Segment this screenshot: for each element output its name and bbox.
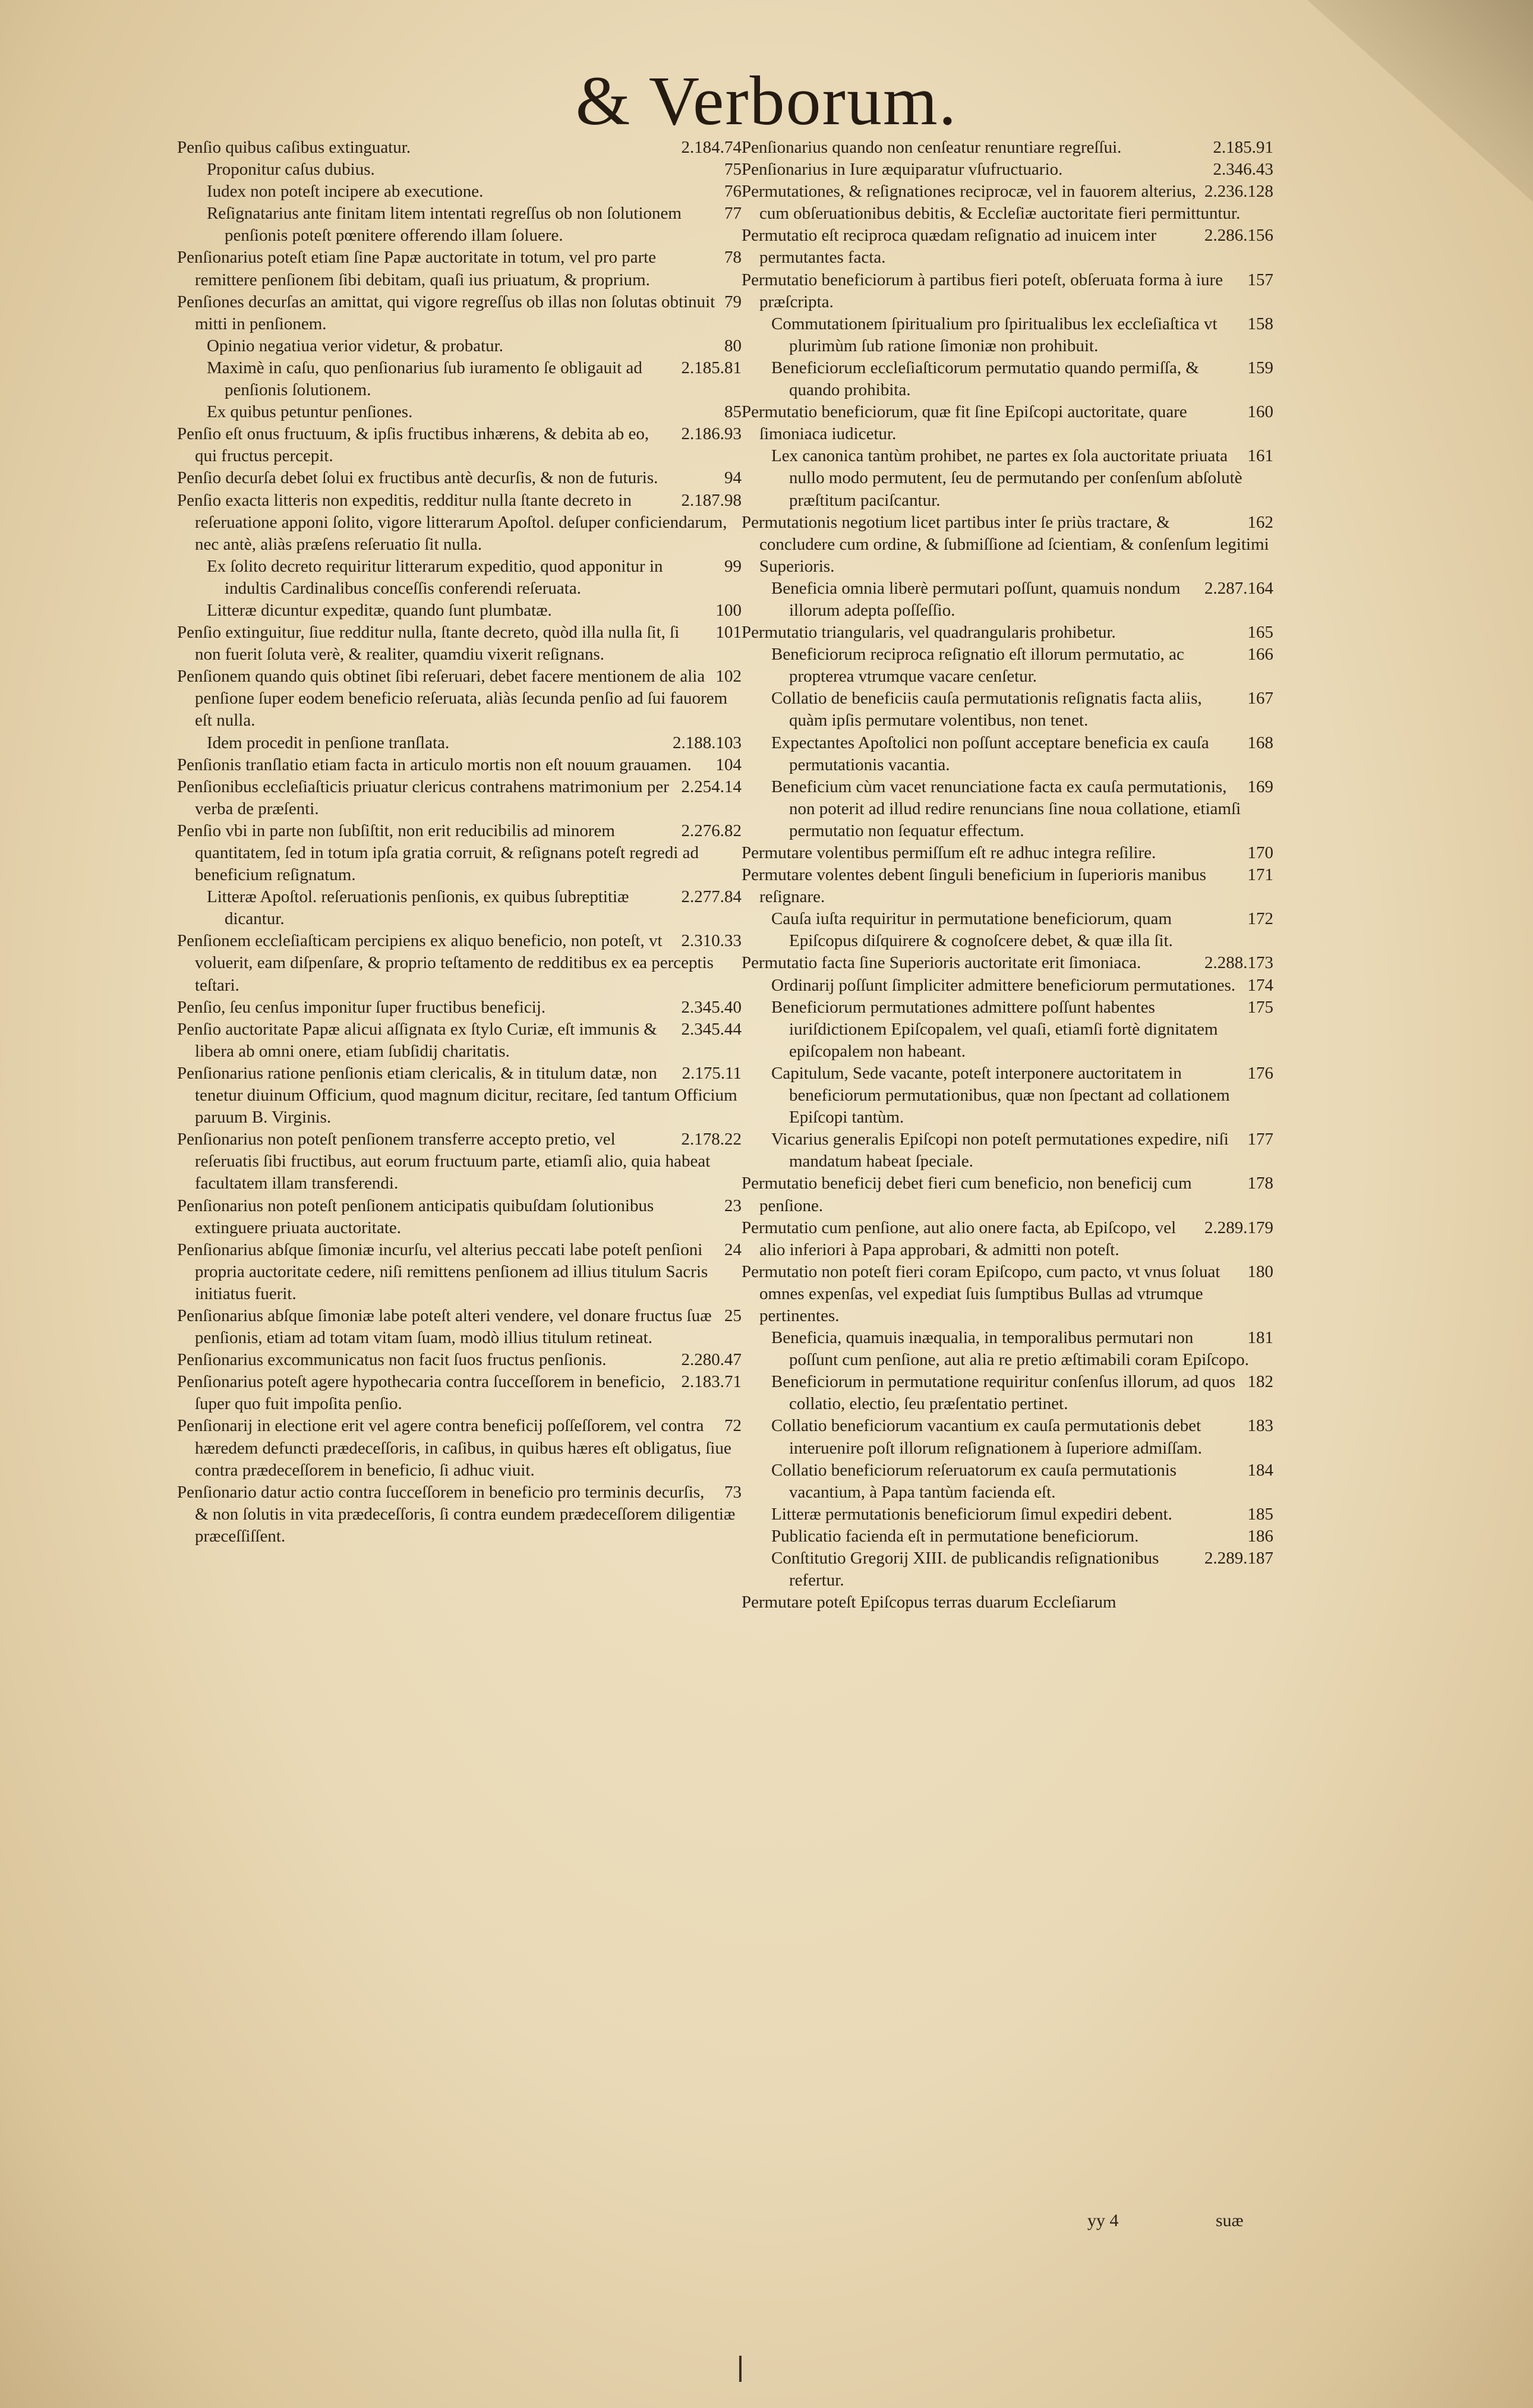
- entry-reference: 23: [724, 1196, 742, 1215]
- entry-reference: 79: [724, 292, 742, 311]
- entry-text: Beneficia omnia liberè permutari poſſunt, quamuis nondum illorum adepta poſſeſſio.: [771, 578, 1181, 620]
- entry-reference: 2.175.11: [682, 1063, 742, 1083]
- entry-reference: 78: [724, 248, 742, 267]
- entry-reference: 104: [715, 755, 742, 774]
- index-entry: [177, 600, 742, 622]
- index-entry: [742, 688, 1273, 732]
- entry-text: Proponitur caſus dubius.: [207, 160, 375, 179]
- index-entry: [742, 1371, 1273, 1415]
- entry-text: Collatio beneficiorum reſeruatorum ex cauſa permutationis vacantium, à Papa tantùm facienda eſt.: [771, 1460, 1177, 1502]
- entry-reference: 180: [1247, 1262, 1273, 1281]
- index-entry: [742, 864, 1273, 908]
- entry-reference: 157: [1247, 270, 1273, 289]
- index-entry: [177, 886, 742, 930]
- entry-text: Capitulum, Sede vacante, poteſt interponere auctoritatem in beneficiorum permutationibus, quæ non ſpectant ad collationem Epiſcopi tantùm.: [771, 1063, 1230, 1127]
- page-heading: & Verborum.: [575, 62, 958, 140]
- index-entry: [742, 1415, 1273, 1459]
- entry-reference: 176: [1247, 1063, 1273, 1083]
- entry-text: Penſionario datur actio contra ſucceſſorem in beneficio pro terminis decurſis, & non ſolutis in vita prædeceſſoris, ſi contra eundem prædeceſſorem diligentiæ præceſſiſſent.: [177, 1482, 736, 1546]
- index-entry: [742, 1460, 1273, 1504]
- entry-reference: 160: [1247, 402, 1273, 422]
- entry-text: Permutatio eſt reciproca quædam reſignatio ad inuicem inter permutantes facta.: [742, 226, 1157, 267]
- index-entry: [742, 181, 1273, 225]
- index-entry: [177, 467, 742, 489]
- entry-text: Litteræ permutationis beneficiorum ſimul expediri debent.: [771, 1504, 1172, 1524]
- entry-text: Permutatio facta ſine Superioris auctoritate erit ſimoniaca.: [742, 953, 1141, 973]
- index-entry: [177, 1239, 742, 1305]
- entry-reference: 2.178.22: [681, 1130, 742, 1149]
- index-entry: [177, 137, 742, 159]
- entry-text: Penſionarij in electione erit vel agere contra beneficij poſſeſſorem, vel contra hæredem defuncti prædeceſſoris, in caſibus, in quibus hæres eſt obligatus, ſiue contra prædeceſſorem in beneficio, ſi adhuc viuit.: [177, 1416, 731, 1480]
- index-entry: [177, 490, 742, 556]
- entry-text: Permutatio beneficiorum, quæ fit ſine Epiſcopi auctoritate, quare ſimoniaca iudicetur.: [742, 402, 1187, 444]
- entry-reference: 72: [724, 1416, 742, 1436]
- index-entry: [742, 732, 1273, 776]
- entry-reference: 166: [1247, 645, 1273, 664]
- entry-text: Penſio decurſa debet ſolui ex fructibus antè decurſis, & non de futuris.: [177, 468, 658, 488]
- entry-reference: 2.345.40: [681, 997, 742, 1017]
- index-entry: [742, 997, 1273, 1063]
- entry-text: Permutationis negotium licet partibus inter ſe priùs tractare, & concludere cum ordine, & ſubmiſſione ad ſcientiam, & conſenſum legitimi Superioris.: [742, 512, 1269, 576]
- entry-reference: 2.286.156: [1204, 226, 1273, 245]
- index-entry: [177, 666, 742, 732]
- entry-text: Conſtitutio Gregorij XIII. de publicandis reſignationibus refertur.: [771, 1549, 1159, 1590]
- entry-text: Permutatio cum penſione, aut alio onere facta, ab Epiſcopo, vel alio inferiori à Papa approbari, & admitti non poteſt.: [742, 1218, 1176, 1259]
- entry-reference: 2.277.84: [681, 887, 742, 907]
- entry-reference: 174: [1247, 975, 1273, 995]
- entry-reference: 2.185.81: [681, 358, 742, 377]
- index-entry: [742, 1591, 1273, 1613]
- right-index-column: [742, 137, 1273, 1613]
- entry-reference: 175: [1247, 997, 1273, 1017]
- entry-text: Permutatio beneficij debet fieri cum beneficio, non beneficij cum penſione.: [742, 1174, 1192, 1215]
- entry-reference: 2.289.187: [1204, 1549, 1273, 1568]
- entry-reference: 183: [1247, 1416, 1273, 1436]
- entry-reference: 2.288.173: [1204, 953, 1273, 973]
- entry-reference: 2.254.14: [681, 777, 742, 796]
- entry-reference: 161: [1247, 446, 1273, 466]
- index-entry: [742, 1173, 1273, 1216]
- entry-reference: 24: [724, 1240, 742, 1259]
- entry-text: Beneficium cùm vacet renunciatione facta ex cauſa permutationis, non poterit ad illud redire renuncians ſine noua collatione, etiamſi permutatio non ſequatur effectum.: [771, 777, 1241, 840]
- entry-text: Permutatio beneficiorum à partibus fieri poteſt, obſeruata forma à iure præſcripta.: [742, 270, 1223, 311]
- index-entry: [742, 159, 1273, 181]
- entry-text: Ex ſolito decreto requiritur litterarum expeditio, quod apponitur in indultis Cardinalibus conceſſis conferendi reſeruata.: [207, 556, 663, 598]
- entry-reference: 100: [715, 600, 742, 620]
- left-index-column: [177, 137, 742, 1547]
- entry-text: Penſionis tranſlatio etiam facta in articulo mortis non eſt nouum grauamen.: [177, 755, 692, 774]
- entry-text: Collatio de beneficiis cauſa permutationis reſignatis facta aliis, quàm ipſis permutare volentibus, non tenet.: [771, 689, 1202, 730]
- index-entry: [742, 1063, 1273, 1129]
- entry-reference: 168: [1247, 733, 1273, 752]
- index-entry: [742, 225, 1273, 269]
- entry-reference: 165: [1247, 623, 1273, 642]
- index-entry: [742, 952, 1273, 974]
- entry-text: Penſionem eccleſiaſticam percipiens ex aliquo beneficio, non poteſt, vt voluerit, eam diſpenſare, & proprio teſtamento de redditibus ex ea perceptis teſtari.: [177, 931, 714, 995]
- entry-reference: 159: [1247, 358, 1273, 377]
- index-entry: [177, 291, 742, 335]
- index-entry: [742, 445, 1273, 511]
- entry-text: Penſionarius non poteſt penſionem transferre accepto pretio, vel reſeruatis ſibi fructibus, aut eorum fructuum parte, etiamſi alio, quia habeat facultatem illam transferendi.: [177, 1130, 711, 1193]
- entry-reference: 2.184.74: [681, 138, 742, 157]
- index-entry: [742, 1129, 1273, 1173]
- index-entry: [742, 512, 1273, 578]
- entry-text: Beneficiorum permutationes admittere poſſunt habentes iuriſdictionem Epiſcopalem, vel quaſi, etiamſi fortè dignitatem epiſcopalem non habeant.: [771, 997, 1218, 1061]
- entry-reference: 94: [724, 468, 742, 488]
- index-entry: [177, 335, 742, 357]
- index-entry: [742, 1547, 1273, 1591]
- entry-reference: 2.287.164: [1204, 578, 1273, 598]
- entry-text: Penſionibus eccleſiaſticis priuatur clericus contrahens matrimonium per verba de præſenti.: [177, 777, 669, 818]
- signature-mark: yy 4: [1087, 2211, 1119, 2230]
- entry-text: Permutare volentes debent ſinguli beneficium in ſuperioris manibus reſignare.: [742, 865, 1207, 907]
- entry-text: Penſionarius excommunicatus non facit ſuos fructus penſionis.: [177, 1350, 607, 1370]
- index-entry: [742, 1504, 1273, 1526]
- entry-text: Commutationem ſpiritualium pro ſpiritualibus lex eccleſiaſtica vt plurimùm ſub ratione ſimoniæ non prohibuit.: [771, 314, 1217, 355]
- index-entry: [177, 1195, 742, 1239]
- entry-reference: 186: [1247, 1526, 1273, 1546]
- entry-reference: 172: [1247, 909, 1273, 929]
- entry-text: Penſio eſt onus fructuum, & ipſis fructibus inhærens, & debita ab eo, qui fructus percepit.: [177, 424, 649, 466]
- entry-reference: 171: [1247, 865, 1273, 885]
- entry-text: Penſionarius abſque ſimoniæ labe poteſt alteri vendere, vel donare fructus ſuæ penſionis, etiam ad totam vitam ſuam, modò illius titulum retineat.: [177, 1306, 712, 1348]
- entry-reference: 25: [724, 1306, 742, 1325]
- index-entry: [177, 159, 742, 181]
- index-entry: [177, 247, 742, 291]
- entry-reference: 73: [724, 1482, 742, 1502]
- entry-text: Penſio exacta litteris non expeditis, redditur nulla ſtante decreto in reſeruatione apponi ſolito, vigore litterarum Apoſtol. deſuper conficiendarum, nec antè, aliàs præſens reſeruatio ſit nulla.: [177, 490, 727, 554]
- entry-reference: 85: [724, 402, 742, 422]
- entry-reference: 169: [1247, 777, 1273, 796]
- entry-text: Reſignatarius ante finitam litem intentati regreſſus ob non ſolutionem penſionis poteſt pœnitere offerendo illam ſoluere.: [207, 204, 682, 245]
- index-entry: [177, 556, 742, 600]
- entry-reference: 182: [1247, 1372, 1273, 1392]
- entry-text: Penſionarius non poteſt penſionem anticipatis quibuſdam ſolutionibus extinguere priuata auctoritate.: [177, 1196, 654, 1237]
- entry-text: Permutatio triangularis, vel quadrangularis prohibetur.: [742, 623, 1116, 642]
- index-entry: [177, 1305, 742, 1349]
- entry-text: Permutatio non poteſt fieri coram Epiſcopo, cum pacto, vt vnus ſoluat omnes expenſas, vel expediat ſuis ſumptibus Bullas ad vtrumque pertinentes.: [742, 1262, 1220, 1325]
- index-entry: [742, 975, 1273, 997]
- entry-reference: 2.289.179: [1204, 1218, 1273, 1237]
- entry-text: Litteræ dicuntur expeditæ, quando ſunt plumbatæ.: [207, 600, 552, 620]
- entry-reference: 2.186.93: [681, 424, 742, 444]
- index-entry: [742, 1526, 1273, 1547]
- index-entry: [742, 137, 1273, 159]
- entry-reference: 181: [1247, 1328, 1273, 1348]
- index-entry: [177, 754, 742, 776]
- entry-text: Lex canonica tantùm prohibet, ne partes ex ſola auctoritate priuata nullo modo permutent, ſeu de permutando per conſenſum abſolutè præſtitum paciſcantur.: [771, 446, 1242, 510]
- entry-reference: 184: [1247, 1460, 1273, 1480]
- entry-reference: 2.345.44: [681, 1019, 742, 1039]
- entry-reference: 2.280.47: [681, 1350, 742, 1370]
- index-entry: [742, 1217, 1273, 1261]
- entry-text: Penſionarius poteſt agere hypothecaria contra ſucceſſorem in beneficio, ſuper quo fuit impoſita penſio.: [177, 1372, 665, 1414]
- entry-text: Penſionarius in Iure æquiparatur vſufructuario.: [742, 160, 1063, 179]
- entry-reference: 177: [1247, 1130, 1273, 1149]
- entry-text: Beneficiorum eccleſiaſticorum permutatio quando permiſſa, & quando prohibita.: [771, 358, 1199, 400]
- index-entry: [177, 732, 742, 754]
- entry-reference: 80: [724, 336, 742, 355]
- index-entry: [177, 776, 742, 820]
- entry-text: Ex quibus petuntur penſiones.: [207, 402, 413, 422]
- index-entry: [742, 776, 1273, 842]
- entry-text: Collatio beneficiorum vacantium ex cauſa permutationis debet interuenire poſt illorum reſignationem à ſuperiore admiſſam.: [771, 1416, 1202, 1458]
- entry-reference: 2.187.98: [681, 490, 742, 510]
- entry-text: Idem procedit in penſione tranſlata.: [207, 733, 450, 752]
- entry-text: Beneficiorum reciproca reſignatio eſt illorum permutatio, ac propterea vtrumque vacare cenſetur.: [771, 645, 1184, 686]
- index-entry: [742, 401, 1273, 445]
- entry-text: Beneficiorum in permutatione requiritur conſenſus illorum, ad quos collatio, electio, ſeu præſentatio pertinet.: [771, 1372, 1236, 1414]
- entry-text: Iudex non poteſt incipere ab executione.: [207, 182, 484, 201]
- entry-text: Cauſa iuſta requiritur in permutatione beneficiorum, quam Epiſcopus diſquirere & cognoſcere debet, & quæ illa ſit.: [771, 909, 1173, 951]
- entry-text: Publicatio facienda eſt in permutatione beneficiorum.: [771, 1526, 1139, 1546]
- entry-text: Penſionem quando quis obtinet ſibi reſeruari, debet facere mentionem de alia penſione ſuper eodem beneficio reſeruata, aliàs ſecunda penſio ad ſui fauorem eſt nulla.: [177, 667, 728, 730]
- entry-text: Penſiones decurſas an amittat, qui vigore regreſſus ob illas non ſolutas obtinuit mitti in penſionem.: [177, 292, 715, 333]
- gutter-mark: [739, 2356, 742, 2382]
- index-entry: [742, 357, 1273, 401]
- entry-text: Opinio negatiua verior videtur, & probatur.: [207, 336, 503, 355]
- index-entry: [742, 1261, 1273, 1327]
- entry-text: Permutare poteſt Epiſcopus terras duarum Eccleſiarum: [742, 1593, 1116, 1612]
- entry-reference: 76: [724, 182, 742, 201]
- entry-reference: 158: [1247, 314, 1273, 333]
- entry-text: Maximè in caſu, quo penſionarius ſub iuramento ſe obligauit ad penſionis ſolutionem.: [207, 358, 642, 400]
- entry-reference: 2.236.128: [1204, 182, 1273, 201]
- index-entry: [742, 1327, 1273, 1371]
- entry-reference: 75: [724, 160, 742, 179]
- entry-text: Litteræ Apoſtol. reſeruationis penſionis, ex quibus ſubreptitiæ dicantur.: [207, 887, 629, 929]
- entry-text: Penſio extinguitur, ſiue redditur nulla, ſtante decreto, quòd illa nulla ſit, ſi non fuerit ſoluta verè, & realiter, quamdiu vixerit reſignans.: [177, 623, 680, 664]
- catchword: suæ: [1216, 2211, 1244, 2230]
- index-entry: [177, 1129, 742, 1194]
- entry-reference: 178: [1247, 1174, 1273, 1193]
- index-entry: [742, 644, 1273, 688]
- entry-text: Permutare volentibus permiſſum eſt re adhuc integra reſilire.: [742, 843, 1156, 862]
- index-entry: [742, 578, 1273, 622]
- entry-reference: 101: [715, 623, 742, 642]
- index-entry: [742, 908, 1273, 952]
- index-entry: [177, 203, 742, 247]
- entry-reference: 102: [715, 667, 742, 686]
- entry-text: Penſio, ſeu cenſus imponitur ſuper fructibus beneficij.: [177, 997, 546, 1017]
- index-entry: [177, 1019, 742, 1063]
- entry-text: Penſionarius quando non cenſeatur renuntiare regreſſui.: [742, 138, 1122, 157]
- index-entry: [177, 401, 742, 423]
- index-entry: [742, 313, 1273, 357]
- index-entry: [177, 622, 742, 666]
- index-entry: [177, 181, 742, 203]
- entry-text: Beneficia, quamuis inæqualia, in temporalibus permutari non poſſunt cum penſione, aut alia re pretio æſtimabili coram Epiſcopo.: [771, 1328, 1249, 1370]
- index-entry: [177, 1482, 742, 1547]
- entry-text: Ordinarij poſſunt ſimpliciter admittere beneficiorum permutationes.: [771, 975, 1236, 995]
- index-entry: [177, 820, 742, 886]
- entry-reference: 2.188.103: [673, 733, 742, 752]
- entry-text: Penſio vbi in parte non ſubſiſtit, non erit reducibilis ad minorem quantitatem, ſed in totum ipſa gratia corruit, & reſignans poteſt regredi ad beneficium reſignatum.: [177, 821, 699, 885]
- entry-reference: 2.346.43: [1213, 160, 1273, 179]
- index-entry: [742, 269, 1273, 313]
- entry-text: Penſionarius poteſt etiam ſine Papæ auctoritate in totum, vel pro parte remittere penſionem ſibi debitam, quaſi ius priuatum, & proprium.: [177, 248, 657, 289]
- index-entry: [177, 930, 742, 996]
- index-entry: [177, 1415, 742, 1481]
- index-entry: [177, 423, 742, 467]
- index-entry: [177, 1371, 742, 1415]
- entry-reference: 185: [1247, 1504, 1273, 1524]
- entry-reference: 2.276.82: [681, 821, 742, 840]
- entry-reference: 167: [1247, 689, 1273, 708]
- entry-reference: 77: [724, 204, 742, 223]
- index-entry: [177, 1063, 742, 1129]
- entry-text: Expectantes Apoſtolici non poſſunt acceptare beneficia ex cauſa permutationis vacantia.: [771, 733, 1209, 774]
- index-entry: [177, 357, 742, 401]
- index-entry: [742, 622, 1273, 644]
- entry-text: Penſionarius abſque ſimoniæ incurſu, vel alterius peccati labe poteſt penſioni propria auctoritate cedere, niſi remittens penſionem ad illius titulum Sacris initiatus fuerit.: [177, 1240, 708, 1303]
- entry-text: Penſio quibus caſibus extinguatur.: [177, 138, 411, 157]
- entry-text: Vicarius generalis Epiſcopi non poteſt permutationes expedire, niſi mandatum habeat ſpeciale.: [771, 1130, 1229, 1171]
- index-entry: [177, 1349, 742, 1371]
- index-entry: [742, 842, 1273, 864]
- entry-reference: 2.185.91: [1213, 138, 1273, 157]
- entry-reference: 99: [724, 556, 742, 576]
- entry-text: Penſio auctoritate Papæ alicui aſſignata ex ſtylo Curiæ, eſt immunis & libera ab omni onere, etiam ſubſidij charitatis.: [177, 1019, 657, 1061]
- entry-reference: 162: [1247, 512, 1273, 532]
- entry-reference: 2.183.71: [681, 1372, 742, 1392]
- entry-reference: 170: [1247, 843, 1273, 862]
- index-entry: [177, 997, 742, 1019]
- entry-reference: 2.310.33: [681, 931, 742, 951]
- entry-text: Permutationes, & reſignationes reciprocæ, vel in fauorem alterius, cum obſeruationibus debitis, & Eccleſiæ auctoritate fieri permittuntur.: [742, 182, 1241, 223]
- entry-text: Penſionarius ratione penſionis etiam clericalis, & in titulum datæ, non tenetur diuinum Officium, quod magnum dicitur, recitare, ſed tantum Officium paruum B. Virginis.: [177, 1063, 737, 1127]
